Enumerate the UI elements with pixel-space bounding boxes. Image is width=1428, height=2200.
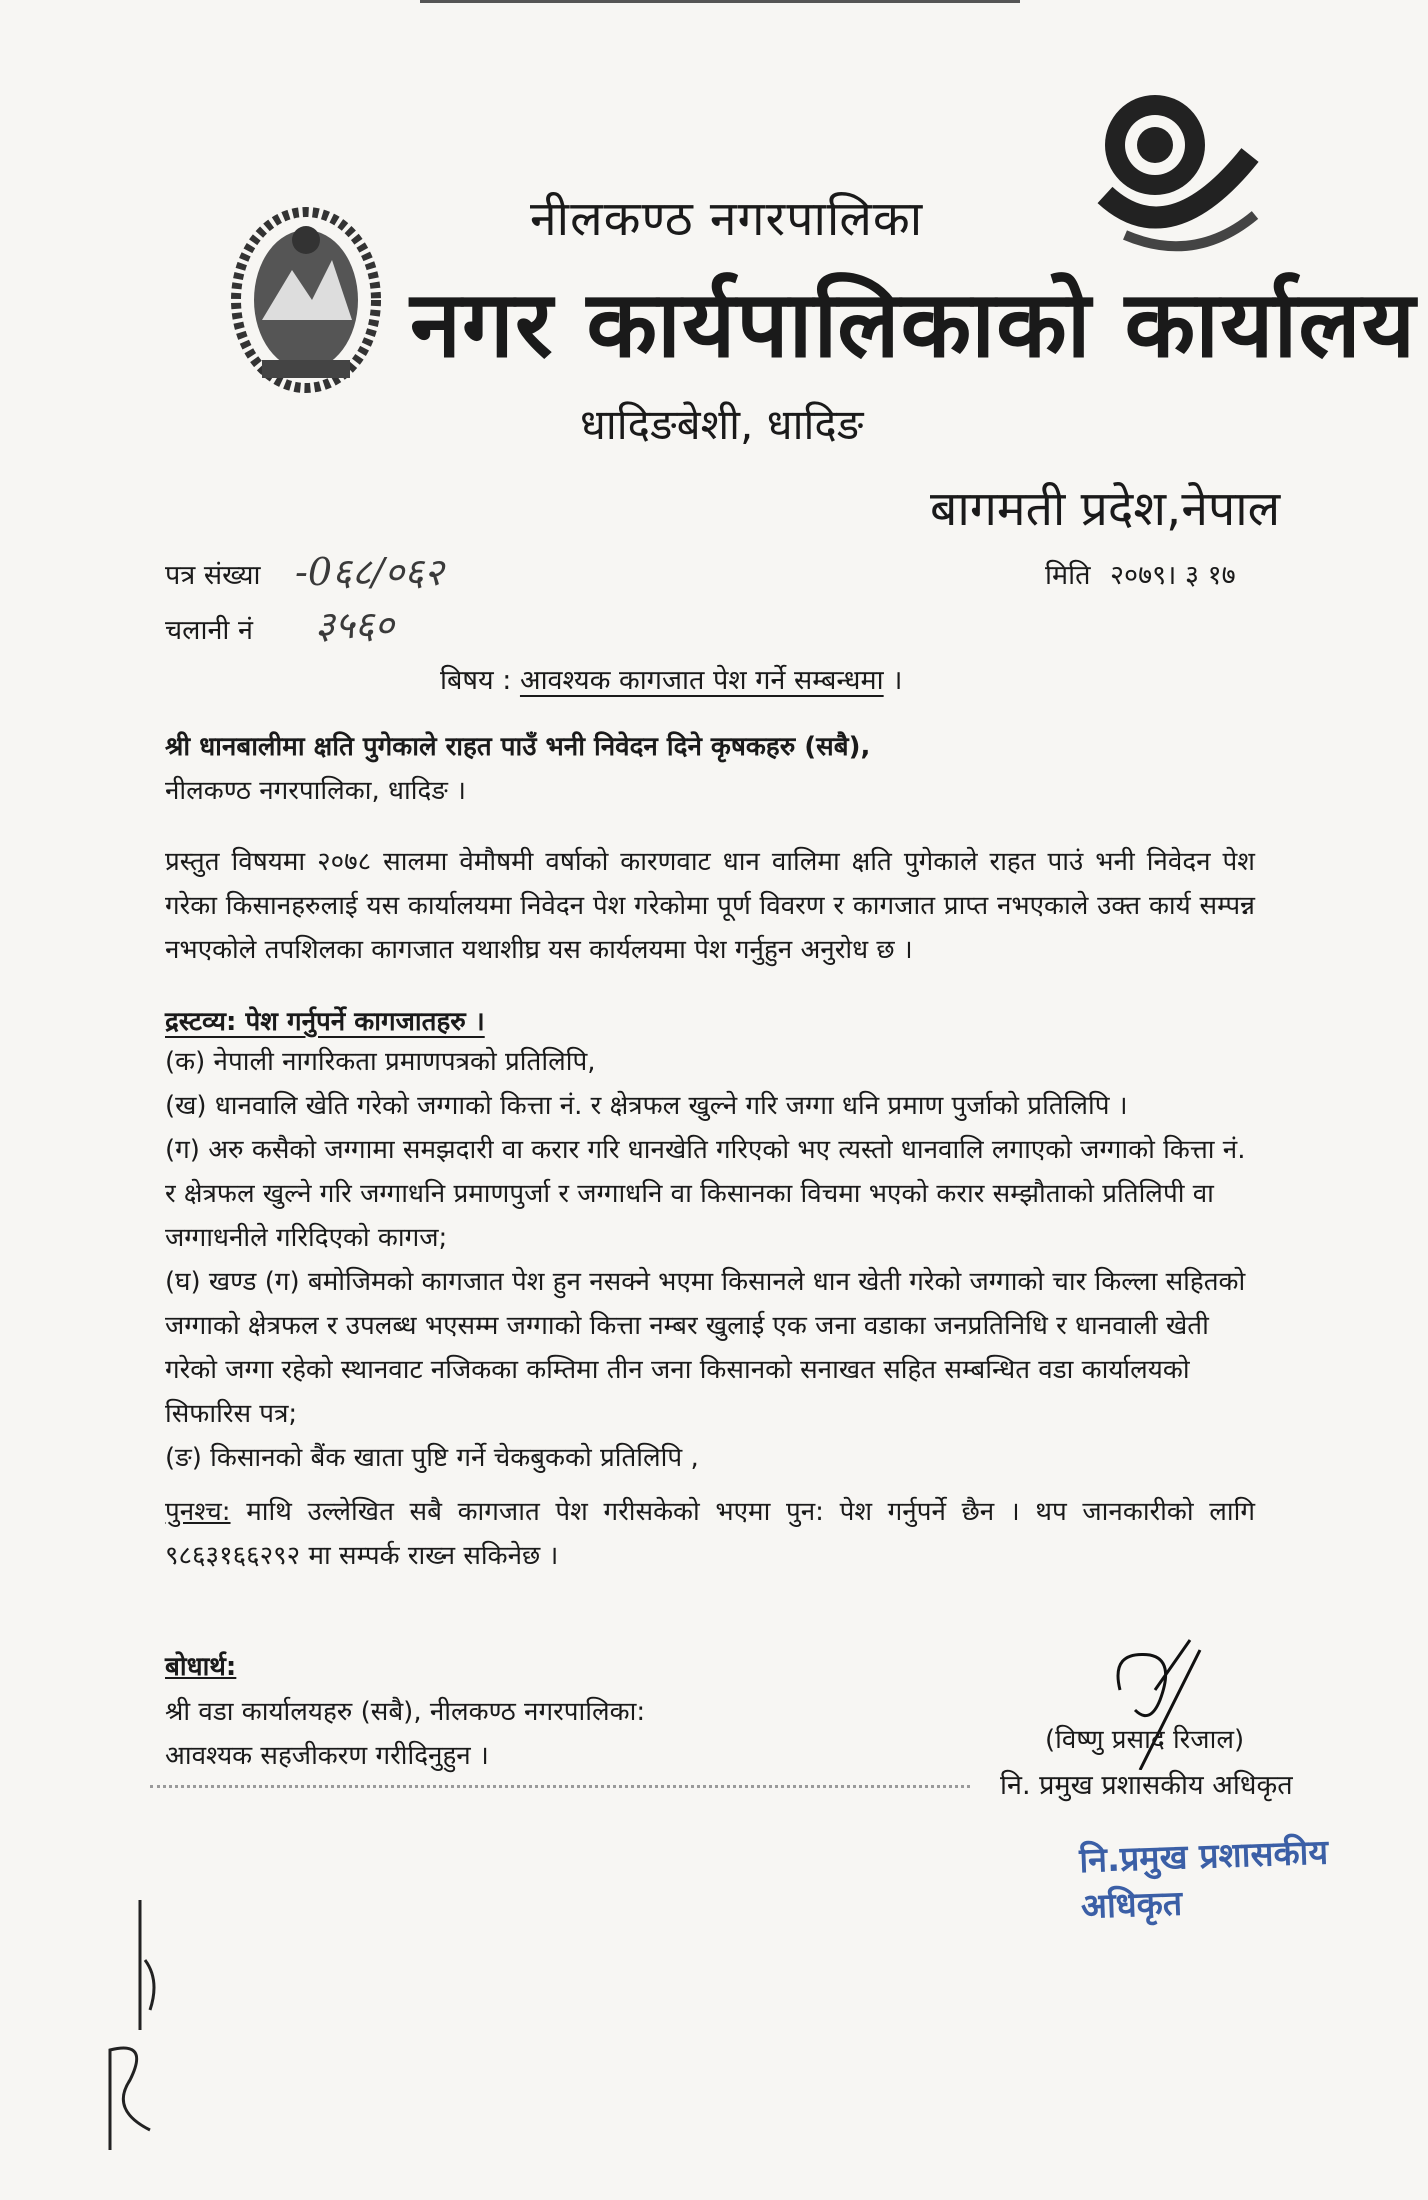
subject-text: आवश्यक कागजात पेश गर्ने सम्बन्धमा	[519, 665, 884, 696]
cc-line-1: श्री वडा कार्यालयहरु (सबै), नीलकण्ठ नगरपालिका:	[165, 1697, 646, 1727]
scan-top-edge-line	[420, 0, 1020, 3]
dotted-divider	[150, 1785, 970, 1788]
office-name: नगर कार्यपालिकाको कार्यालय	[410, 271, 1417, 378]
subject-end: ।	[892, 665, 903, 696]
date-value: २०७९। ३ १७	[1110, 560, 1236, 591]
document-item: (ग) अरु कसैको जग्गामा समझदारी वा करार गरि धानखेति गरिएको भए त्यस्तो धानवालि लगाएको जग्गाको कित्ता नं. र क्षेत्रफल खुल्ने गरि जग्गाधनि प्रमाणपुर्जा र जग्गाधनि वा किसानका विचमा भएको करार सम्झौताको प्रतिलिपी वा जग्गाधनीले गरिदिएको कागज;	[165, 1135, 1246, 1253]
addressee-line-2: नीलकण्ठ नगरपालिका, धादिङ ।	[165, 776, 466, 806]
municipality-name: नीलकण्ठ नगरपालिका	[530, 191, 924, 247]
dispatch-number-label: चलानी नं	[165, 615, 253, 646]
letter-number-label: पत्र संख्या	[165, 560, 261, 591]
dispatch-number-value: ३५६०	[315, 603, 395, 647]
subject-line	[440, 660, 902, 697]
signatory-name: (विष्णु प्रसाद रिजाल)	[1045, 1725, 1245, 1755]
cc-lines	[165, 1690, 645, 1778]
documents-list	[165, 1040, 1255, 1480]
postscript-label: पुनश्च:	[165, 1497, 231, 1527]
nepal-emblem-icon	[222, 200, 390, 400]
document-item: (ङ) किसानको बैंक खाता पुष्टि गर्ने चेकबुकको प्रतिलिपि ,	[165, 1443, 699, 1473]
addressee	[165, 725, 870, 813]
documents-heading: द्रस्टव्य: पेश गर्नुपर्ने कागजातहरु ।	[165, 1007, 485, 1037]
office-seal-stamp	[1075, 85, 1265, 265]
postscript-text: माथि उल्लेखित सबै कागजात पेश गरीसकेको भएमा पुन: पेश गर्नुपर्ने छैन । थप जानकारीको लागि ९८६३१६६२९२ मा सम्पर्क राख्न सकिनेछ ।	[165, 1497, 1255, 1571]
margin-handwritten-signature	[90, 1880, 180, 2160]
document-item: (क) नेपाली नागरिकता प्रमाणपत्रको प्रतिलिपि,	[165, 1047, 596, 1077]
province-country: बागमती प्रदेश,नेपाल	[930, 481, 1281, 537]
letter-number-value: -0६८/०६२	[295, 550, 444, 594]
date-label: मिति	[1045, 560, 1091, 591]
cc-heading: बोधार्थ:	[165, 1652, 237, 1682]
subject-label: बिषय :	[440, 665, 512, 696]
signatory-title: नि. प्रमुख प्रशासकीय अधिकृत	[1000, 1770, 1293, 1801]
designation-stamp: नि.प्रमुख प्रशासकीय अधिकृत	[1078, 1832, 1329, 1928]
cc-line-2: आवश्यक सहजीकरण गरीदिनुहुन ।	[165, 1741, 489, 1771]
document-item: (ख) धानवालि खेति गरेको जग्गाको कित्ता नं. र क्षेत्रफल खुल्ने गरि जग्गा धनि प्रमाण पुर्जाको प्रतिलिपि ।	[165, 1091, 1128, 1121]
addressee-line-1: श्री धानबालीमा क्षति पुगेकाले राहत पाउँ भनी निवेदन दिने कृषकहरु (सबै),	[165, 732, 871, 762]
postscript	[165, 1490, 1255, 1578]
document-item: (घ) खण्ड (ग) बमोजिमको कागजात पेश हुन नसक्ने भएमा किसानले धान खेती गरेको जग्गाको चार किल्ला सहितको जग्गाको क्षेत्रफल र उपलब्ध भएसम्म जग्गाको कित्ता नम्बर खुलाई एक जना वडाका जनप्रतिनिधि र धानवाली खेती गरेको जग्गा रहेको स्थानवाट नजिकका कम्तिमा तीन जना किसानको सनाखत सहित सम्बन्धित वडा कार्यालयको सिफारिस पत्र;	[165, 1267, 1246, 1429]
body-paragraph: प्रस्तुत विषयमा २०७८ सालमा वेमौषमी वर्षाको कारणवाट धान वालिमा क्षति पुगेकाले राहत पाउं भनी निवेदन पेश गरेका किसानहरुलाई यस कार्यालयमा निवेदन पेश गरेकोमा पूर्ण विवरण र कागजात प्राप्त नभएकाले उक्त कार्य सम्पन्न नभएकोले तपशिलका कागजात यथाशीघ्र यस कार्यलयमा पेश गर्नुहुन अनुरोध छ ।	[165, 847, 1255, 965]
office-location: धादिङबेशी, धादिङ	[580, 400, 864, 449]
